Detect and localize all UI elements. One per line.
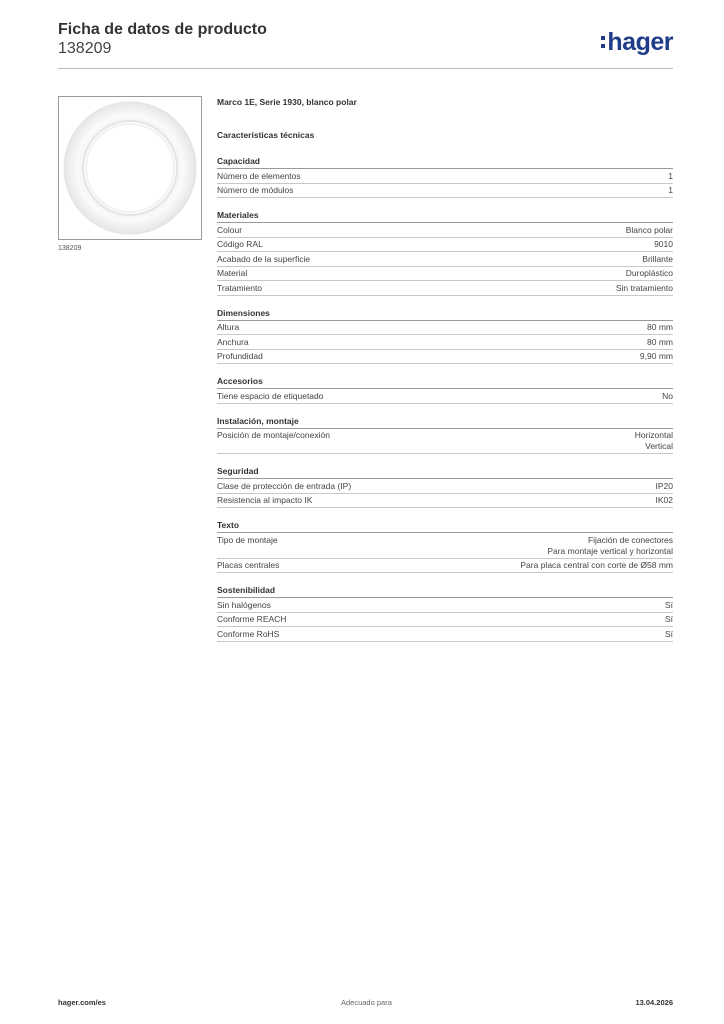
spec-row (217, 598, 673, 613)
spec-value-line: 9010 (654, 239, 673, 249)
spec-value (668, 185, 673, 196)
spec-group (217, 464, 673, 508)
spec-value (626, 268, 673, 279)
spec-row (217, 479, 673, 494)
spec-label: Número de elementos (217, 170, 301, 181)
section-title: Características técnicas (217, 130, 315, 140)
spec-group (217, 208, 673, 296)
spec-value (654, 239, 673, 250)
spec-row (217, 281, 673, 296)
group-title: Seguridad (217, 464, 673, 479)
spec-value-line: No (662, 390, 673, 401)
spec-value-line: 9,90 mm (639, 351, 673, 361)
spec-label: Resistencia al impacto IK (217, 495, 313, 505)
round-frame-icon (59, 97, 201, 239)
spec-row (217, 429, 673, 455)
spec-row (217, 494, 673, 509)
spec-label: Placas centrales (217, 560, 280, 570)
spec-value (640, 351, 673, 362)
spec-label: Acabado de la superficie (217, 253, 311, 264)
group-title: Texto (217, 518, 673, 533)
spec-group (217, 154, 673, 198)
spec-label: Conforme REACH (217, 614, 287, 624)
spec-value-line: Sí (664, 614, 673, 624)
footer-suitable-for: Adecuado para (341, 998, 392, 1007)
spec-row (217, 335, 673, 350)
spec-value (665, 600, 673, 611)
spec-label: Profundidad (217, 351, 263, 361)
spec-value (547, 535, 673, 557)
group-title: Capacidad (217, 154, 673, 169)
hager-logo (601, 28, 673, 57)
spec-label: Conforme RoHS (217, 628, 280, 639)
spec-value-line: Sí (664, 628, 673, 639)
spec-row (217, 533, 673, 559)
spec-label: Material (217, 268, 248, 278)
spec-value (668, 171, 673, 182)
spec-row (217, 627, 673, 642)
image-caption: 138209 (58, 245, 82, 252)
spec-label: Número de módulos (217, 185, 294, 195)
spec-value-line: Fijación de conectores (587, 534, 673, 545)
spec-row (217, 252, 673, 267)
logo-text: hager (607, 28, 673, 56)
footer-website: hager.com/es (58, 998, 106, 1007)
spec-label: Tipo de montaje (217, 534, 278, 545)
group-title: Accesorios (217, 374, 673, 389)
spec-value-line: 1 (668, 185, 673, 195)
footer-date: 13.04.2026 (635, 998, 673, 1007)
spec-label: Código RAL (217, 239, 263, 249)
group-title: Instalación, montaje (217, 414, 673, 429)
document-header (58, 20, 673, 58)
spec-row (217, 223, 673, 238)
document-title: Ficha de datos de producto (58, 21, 267, 38)
spec-value-line: Para montaje vertical y horizontal (547, 545, 673, 556)
spec-value-line: Sí (664, 599, 673, 610)
spec-row (217, 184, 673, 199)
product-name: Marco 1E, Serie 1930, blanco polar (217, 97, 357, 107)
spec-group (217, 518, 673, 573)
spec-label: Colour (217, 224, 243, 235)
spec-value (665, 614, 673, 625)
spec-label: Clase de protección de entrada (IP) (217, 480, 352, 491)
group-title: Sostenibilidad (217, 583, 673, 598)
spec-row (217, 321, 673, 336)
spec-value-line: 80 mm (647, 336, 673, 347)
spec-row (217, 238, 673, 253)
spec-group (217, 414, 673, 455)
spec-value-line: 1 (668, 170, 673, 181)
spec-value (626, 225, 673, 236)
spec-value-line: Blanco polar (625, 224, 673, 235)
spec-label: Sin halógenos (217, 599, 271, 610)
spec-value (647, 322, 673, 333)
page-footer (58, 998, 673, 1010)
spec-group (217, 583, 673, 642)
spec-value (656, 481, 674, 492)
spec-row (217, 267, 673, 282)
spec-value (635, 430, 673, 452)
spec-label: Anchura (217, 336, 249, 347)
group-title: Dimensiones (217, 306, 673, 321)
header-divider (58, 68, 673, 69)
spec-group (217, 306, 673, 365)
spec-label: Tratamiento (217, 282, 263, 293)
spec-value (662, 391, 673, 402)
spec-value (616, 283, 673, 294)
logo-dots-icon (601, 35, 605, 49)
spec-row (217, 613, 673, 628)
spec-row (217, 169, 673, 184)
spec-value-line: IK02 (655, 495, 673, 505)
spec-value-line: Horizontal (634, 430, 673, 440)
spec-value-line: IP20 (655, 480, 673, 491)
spec-groups (217, 154, 673, 642)
spec-value-line: Duroplástico (625, 268, 673, 278)
spec-label: Posición de montaje/conexión (217, 430, 330, 440)
spec-label: Tiene espacio de etiquetado (217, 390, 324, 401)
spec-value-line: Brillante (642, 253, 673, 264)
spec-value (665, 629, 673, 640)
spec-label: Altura (217, 322, 240, 332)
spec-value (642, 254, 673, 265)
spec-value (520, 560, 673, 571)
group-title: Materiales (217, 208, 673, 223)
spec-value-line: 80 mm (647, 322, 673, 332)
spec-value (656, 495, 674, 506)
spec-row (217, 389, 673, 404)
product-number: 138209 (58, 40, 112, 57)
spec-group (217, 374, 673, 404)
product-image (58, 96, 202, 240)
spec-content (217, 96, 673, 642)
spec-value-line: Sin tratamiento (615, 282, 673, 293)
spec-value (647, 337, 673, 348)
spec-value-line: Vertical (645, 441, 673, 451)
spec-row (217, 350, 673, 365)
spec-row (217, 559, 673, 574)
spec-value-line: Para placa central con corte de Ø58 mm (520, 560, 673, 570)
